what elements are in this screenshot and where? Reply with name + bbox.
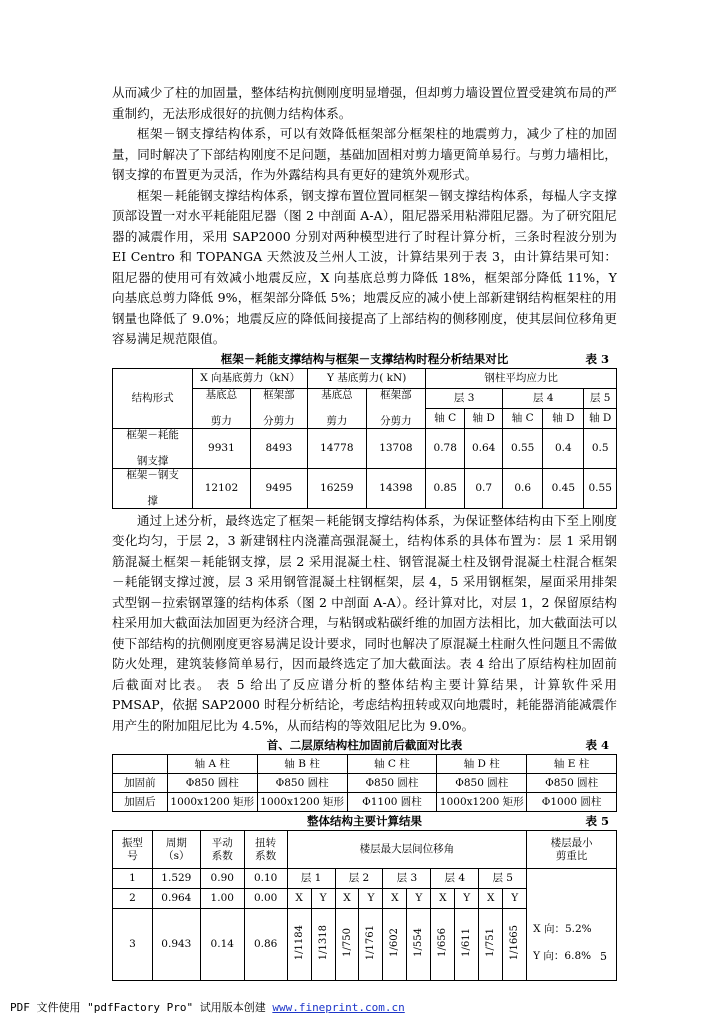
table-row: [113, 468, 617, 508]
t3-head-floor3: 层 3: [426, 388, 503, 408]
t5-drift: 1/750: [335, 909, 359, 981]
t4-cell: Φ1100 圆柱: [347, 793, 437, 812]
table-row: [113, 869, 617, 889]
t3-axis: 轴 C: [503, 408, 543, 428]
t4-cell: Φ1000 圆柱: [527, 793, 617, 812]
t5-cell: 1: [113, 869, 153, 889]
table-row: [113, 428, 617, 468]
t4-cell: Φ850 圆柱: [347, 774, 437, 793]
t5-drift: 1/611: [455, 909, 479, 981]
t5-drift: 1/1184: [287, 909, 311, 981]
t4-cell: 加固前: [113, 774, 168, 793]
t4-cell: Φ850 圆柱: [437, 774, 527, 793]
t3-head-frame-x: 框架部 分剪力: [250, 388, 307, 428]
t5-head-tors: 扭转 系数: [244, 831, 287, 869]
t5-y: Y: [503, 889, 527, 909]
t4-cell: Φ850 圆柱: [527, 774, 617, 793]
table5-caption: [112, 812, 617, 830]
t4-head: 轴 E 柱: [527, 755, 617, 774]
t5-floor: 层 4: [431, 869, 479, 889]
t4-cell: 1000x1200 矩形: [437, 793, 527, 812]
t5-cell: 0.00: [244, 889, 287, 909]
t5-cell: 0.14: [200, 909, 244, 981]
t5-drift: 1/602: [383, 909, 407, 981]
paragraph-1: 从而减少了柱的加固量，整体结构抗侧刚度明显增强，但却剪力墙设置位置受建筑布局的严重制约，无法形成很好的抗侧力结构体系。: [112, 85, 617, 121]
t5-cell: 0.964: [152, 889, 200, 909]
paragraph-4: 通过上述分析，最终选定了框架－耗能钢支撑结构体系，为保证整体结构由下至上刚度变化均匀，于层 2，3 新建钢柱内浇灌高强混凝土，结构体系的具体布置为：层 1 采用钢筋混凝土框架－耗能钢支撑，层 2 采用混凝土柱、钢管混凝土柱及钢骨混凝土柱混合框架－耗能钢支撑过渡，层 3 采用钢管混凝土柱钢框架，层 4，5 采用钢框架，屋面采用排架式型钢－拉索钢罩篷的结构体系（图 2 中剖面 A-A）。经计算对比，对层 1，2 保留原结构柱采用加大截面法加固更为经济合理，与粘钢或粘碳纤维的加固方法相比，加大截面法可以使下部结构的抗侧刚度更容易满足设计要求，同时也解决了原混凝土柱耐久性问题且不需做防火处理，建筑装修简单易行，因而最终选定了加大截面法。表 4 给出了原结构柱加固前后截面对比表。 表 5 给出了反应谱分析的整体结构主要计算结果，计算软件采用 PMSAP，依据 SAP2000 时程分析结论，考虑结构扭转或双向地震时，耗能器消能减震作用产生的附加阻尼比为 4.5%，从而结构的等效阻尼比为 9.0%。: [112, 512, 617, 733]
t5-drift: 1/554: [407, 909, 431, 981]
t3-cell: 13708: [366, 428, 426, 468]
t3-axis: 轴 D: [584, 408, 617, 428]
t5-x: X: [287, 889, 311, 909]
t4-cell: 加固后: [113, 793, 168, 812]
t5-drift: 1/1665: [503, 909, 527, 981]
t5-drift: 1/656: [431, 909, 455, 981]
table5-number: 表 5: [585, 814, 609, 828]
t5-cell: 0.90: [200, 869, 244, 889]
t5-drift: 1/751: [479, 909, 503, 981]
table-row: [113, 793, 617, 812]
t5-floor: 层 2: [335, 869, 383, 889]
t5-y: Y: [311, 889, 335, 909]
t3-cell: 0.78: [426, 428, 465, 468]
table5-title: 整体结构主要计算结果: [307, 814, 422, 828]
t3-cell: 0.55: [503, 428, 543, 468]
t3-cell: 0.4: [543, 428, 584, 468]
t5-x: X: [383, 889, 407, 909]
t3-cell: 0.55: [584, 468, 617, 508]
table3-caption: [112, 350, 617, 368]
t5-floor: 层 5: [479, 869, 527, 889]
footer-link[interactable]: www.fineprint.com.cn: [272, 1001, 405, 1014]
t3-cell: 9495: [250, 468, 307, 508]
table4-title: 首、二层原结构柱加固前后截面对比表: [266, 738, 463, 752]
t5-shear-cell: [527, 869, 617, 981]
t4-cell: Φ850 圆柱: [167, 774, 257, 793]
t3-cell: 14398: [366, 468, 426, 508]
t3-cell: 12102: [193, 468, 250, 508]
t3-cell: 0.5: [584, 428, 617, 468]
t3-cell: 0.45: [543, 468, 584, 508]
table4-number: 表 4: [585, 738, 609, 752]
table4-caption: [112, 736, 617, 754]
t3-axis: 轴 C: [426, 408, 465, 428]
t3-cell: 9931: [193, 428, 250, 468]
footer-text: PDF 文件使用 "pdfFactory Pro" 试用版本创建: [10, 1001, 266, 1014]
t3-head-axial: 钢柱平均应力比: [426, 368, 617, 388]
t5-head-trans: 平动 系数: [200, 831, 244, 869]
t3-head-frame-y: 框架部 分剪力: [366, 388, 426, 428]
pdf-footer: [10, 999, 405, 1015]
table-row: [113, 755, 617, 774]
t5-cell: 1.529: [152, 869, 200, 889]
t5-head-drift: 楼层最大层间位移角: [287, 831, 527, 869]
t5-x: X: [479, 889, 503, 909]
t3-cell: 0.6: [503, 468, 543, 508]
t3-head-floor5: 层 5: [584, 388, 617, 408]
t3-cell: 0.64: [465, 428, 503, 468]
t5-x: X: [335, 889, 359, 909]
t3-row-name: 框架－耗能 钢支撑: [113, 428, 193, 468]
table-row: [113, 831, 617, 869]
t3-head-base-y: 基底总 剪力: [308, 388, 367, 428]
paragraph-3: 框架－耗能钢支撑结构体系，钢支撑布置位置同框架－钢支撑结构体系，每榀人字支撑顶部设置一对水平耗能阻尼器（图 2 中剖面 A-A），阻尼器采用粘滞阻尼器。为了研究阻尼器的减震作用，采用 SAP2000 分别对两种模型进行了时程计算分析，三条时程波分别为 EI Centro 和 TOPANGA 天然波及兰州人工波，计算结果列于表 3，由计算结果可知：阻尼器的使用可有效减小地震反应，X 向基底总剪力降低 18%，框架部分降低 11%，Y 向基底总剪力降低 9%，框架部分降低 5%；地震反应的减小使上部新建钢结构框架柱的用钢量也降低了 9.0%；地震反应的降低间接提高了上部结构的侧移刚度，使其层间位移角更容易满足规范限值。: [112, 187, 617, 346]
paragraph-2: 框架－钢支撑结构体系，可以有效降低框架部分框架柱的地震剪力，减少了柱的加固量，同时解决了下部结构刚度不足问题，基础加固相对剪力墙更简单易行。与剪力墙相比，钢支撑的布置更为灵活，作为外露结构具有更好的建筑外观形式。: [112, 126, 617, 182]
t3-row-name: 框架－钢支 撑: [113, 468, 193, 508]
t3-head-floor4: 层 4: [503, 388, 584, 408]
t3-cell: 0.85: [426, 468, 465, 508]
t5-y: Y: [407, 889, 431, 909]
table3-title: 框架－耗能支撑结构与框架－支撑结构时程分析结果对比: [220, 351, 509, 366]
t5-floor: 层 3: [383, 869, 431, 889]
t3-head-form: 结构形式: [113, 368, 193, 428]
t3-axis: 轴 D: [465, 408, 503, 428]
t5-shear-x: X 向：5.2%: [533, 922, 592, 935]
t5-head-period: 周期 （s）: [152, 831, 200, 869]
t4-cell: Φ850 圆柱: [257, 774, 347, 793]
table4: [112, 754, 617, 812]
t4-head: 轴 D 柱: [437, 755, 527, 774]
t4-head: [113, 755, 168, 774]
t4-head: 轴 A 柱: [167, 755, 257, 774]
t5-cell: 0.10: [244, 869, 287, 889]
t5-drift: 1/1761: [359, 909, 383, 981]
t5-floor: 层 1: [287, 869, 335, 889]
t5-head-shear: 楼层最小 剪重比: [527, 831, 617, 869]
t3-cell: 14778: [308, 428, 367, 468]
t3-head-x-shear: X 向基底剪力（kN）: [193, 368, 308, 388]
t4-cell: 1000x1200 矩形: [167, 793, 257, 812]
t5-cell: 2: [113, 889, 153, 909]
t3-cell: 8493: [250, 428, 307, 468]
t5-head-mode: 振型 号: [113, 831, 153, 869]
t3-head-y-shear: Y 基底剪力( kN): [308, 368, 426, 388]
table5: [112, 830, 617, 981]
t5-cell: 0.86: [244, 909, 287, 981]
t3-cell: 16259: [308, 468, 367, 508]
t5-cell: 0.943: [152, 909, 200, 981]
t5-shear-y: Y 向：6.8%: [533, 949, 592, 962]
page-number: 5: [600, 950, 607, 963]
t3-head-base-x: 基底总 剪力: [193, 388, 250, 428]
table3-number: 表 3: [585, 351, 609, 366]
t5-cell: 3: [113, 909, 153, 981]
t5-y: Y: [359, 889, 383, 909]
t3-axis: 轴 D: [543, 408, 584, 428]
t3-cell: 0.7: [465, 468, 503, 508]
document-page: [112, 83, 617, 981]
t5-y: Y: [455, 889, 479, 909]
t5-drift: 1/1318: [311, 909, 335, 981]
t4-head: 轴 B 柱: [257, 755, 347, 774]
t5-cell: 1.00: [200, 889, 244, 909]
table3: [112, 368, 617, 509]
t4-cell: 1000x1200 矩形: [257, 793, 347, 812]
t4-head: 轴 C 柱: [347, 755, 437, 774]
t5-x: X: [431, 889, 455, 909]
table-row: [113, 774, 617, 793]
